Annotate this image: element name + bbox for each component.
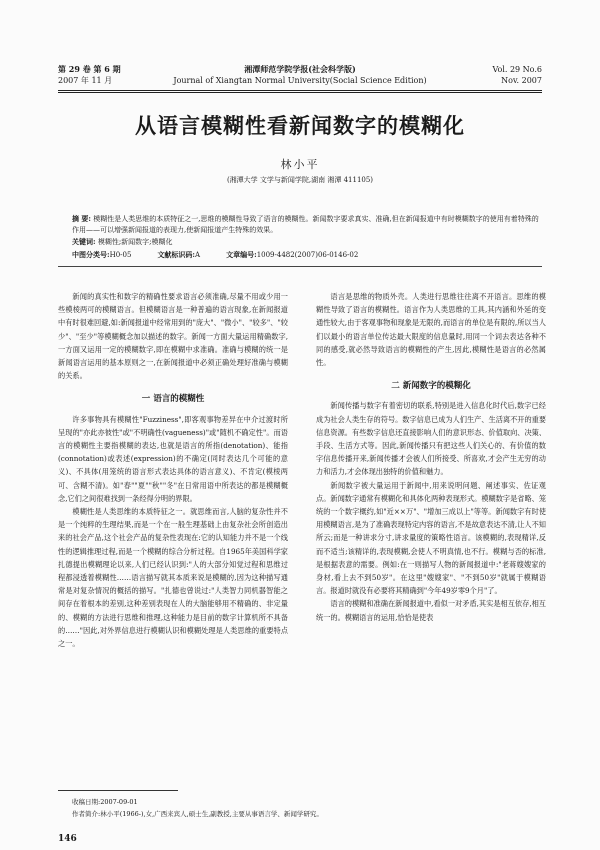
abstract-block — [72, 213, 544, 261]
section-heading-2: 二 新闻数字的模糊化 — [391, 381, 471, 392]
article-id-label: 文章编号: — [226, 250, 257, 259]
body-paragraph: 新闻数字被大量运用于新闻中,用来说明问题、阐述事实、佐证观点。新闻数字通常有模糊化和具体化两种表现形式。模糊数字是省略、笼统的一个数字概约,如"近××万"、"增加三成以上"等等。新闻数字有时使用模糊语言,是为了准确表现特定内容的语言,不是故意表达不清,让人不知所云;而是一种讲求分寸,讲求量度的策略性语言。该模糊的,表现精详,反而不适当;该精详的,表现模糊,会使人不明真情,也不行。模糊与否的标准,是根据表意的需要。例如:在一则描写人物的新闻报道中:"老蒋嫂嫂家的身材,看上去不到50岁"。在这里"嫂嫂家"、"不到50岁"就属于模糊语言。报道时就没有必要将其精确到"今年49岁零9个月"了。 — [316, 480, 547, 596]
section-heading-1: 一 语言的模糊性 — [141, 394, 205, 405]
body-paragraph: 模糊性是人类思维的本质特征之一。就思维而言,人脑的复杂性并不是一个纯粹的生理结果,而是一个在一般生理基础上由复杂社会所创造出来的社会产品,这个社会产品的复杂性表现在:它的认知能力并不是一个线性的逻辑推理过程,而是一个模糊的综合分析过程。自1965年美国科学家扎德提出模糊理论以来,人们已经认识到:"人的大部分知觉过程和思维过程都浸透着模糊性……语言描写就其本质来说是模糊的,因为这种描写通常是对复杂情况的概括的描写。"扎德也曾说过:"人类智力同机器智能之间存在着根本的差别,这种差别表现在人的大脑能够用不精确的、非定量的、模糊的方法进行思维和推理,这种能力是目前的数字计算机所不具备的……"因此,对外界信息进行模糊认识和模糊处理是人类思维的重要特点之一。 — [58, 507, 288, 649]
footnote-author-bio: 作者简介:林小平(1966-),女,广西来宾人,硕士生,副教授,主要从事语言学、新闻学研究。 — [72, 810, 323, 818]
right-column — [316, 290, 546, 624]
body-paragraph: 语言是思维的物质外壳。人类进行思维往往离不开语言。思维的模糊性导致了语言的模糊性。语言作为人类思维的工具,其内涵和外延的变通性较大,由于客观事物和现象是无限的,而语言的单位是有限的,所以当人们以最小的语言单位传达最大限度的信息量时,用同一个词去表达各种不同的感受,就必然导致语言的模糊性的产生,因此,模糊性是语言的必然属性。 — [316, 292, 546, 368]
header-volume-en-block — [492, 64, 542, 86]
article-id-value: 1009-4482(2007)06-0146-02 — [256, 251, 359, 259]
header-rule — [58, 90, 542, 91]
article-affiliation: (湘潭大学 文学与新闻学院,湖南 湘潭 411105) — [226, 176, 374, 184]
classification-line — [72, 249, 544, 261]
footnotes — [72, 796, 323, 820]
clc-label: 中图分类号: — [72, 250, 110, 259]
article-author: 林小平 — [280, 158, 320, 171]
clc-value: H0-05 — [109, 251, 132, 259]
header-date: 2007 年 11 月 — [58, 76, 113, 85]
abstract-label: 摘 要: — [72, 214, 92, 223]
footnote-rule — [58, 790, 178, 791]
abstract-text: 模糊性是人类思维的本质特征之一,思维的模糊性导致了语言的模糊性。新闻数字要求真实、准确,但在新闻报道中有时模糊数字的使用有着特殊的作用——可以增强新闻报道的表现力,使新闻报道产生特殊的效果。 — [72, 215, 539, 234]
header-journal-en: Journal of Xiangtan Normal University(Social Science Edition) — [173, 76, 427, 85]
keywords-label: 关键词: — [72, 237, 96, 246]
doc-code-label: 文献标识码: — [157, 250, 196, 259]
body-paragraph: 语言的模糊和准确在新闻报道中,看似一对矛盾,其实是相互依存,相互统一的。模糊语言的运用,恰恰是使表 — [316, 599, 546, 622]
header-date-en: Nov. 2007 — [501, 76, 542, 85]
page-number: 146 — [58, 834, 77, 844]
intro-paragraph: 新闻的真实性和数字的精确性要求语言必须准确,尽量不用或少用一些模棱两可的模糊语言。但模糊语言是一种普遍的语言现象,在新闻报道中有时很难回避,如:新闻报道中经常用到的"庞大"、"微小"、"较多"、"较少"、"至少"等模糊概念加以描述的数字。新闻一方面大量运用精确数字,一方面又运用一定的模糊数字,即在模糊中求准确。准确与模糊的统一是新闻语言运用的基本原则之一,在新闻报道中必须正确处理好准确与模糊的关系。 — [58, 292, 288, 381]
left-column — [58, 290, 288, 650]
header-journal-cn: 湘潭师范学院学报(社会科学版) — [244, 64, 356, 74]
article-title: 从语言模糊性看新闻数字的模糊化 — [135, 114, 465, 138]
keywords: 模糊性;新闻数字;模糊化 — [97, 238, 173, 246]
abstract-rule — [58, 266, 542, 267]
header-volume-en: Vol. 29 No.6 — [492, 65, 542, 74]
doc-code-value: A — [195, 251, 201, 259]
body-paragraph: 新闻传播与数字有着密切的联系,特别是进入信息化时代后,数字已经成为社会人类生存的符号。数字信息已成为人们生产、生活离不开的重要信息资源。有些数字信息还直接影响人们的意识形态、价值取向、决策、手段、生活方式等。因此,新闻传播只有把这些人们关心的、有价值的数字信息传播开来,新闻传播才会被人们所接受、所喜欢,才会产生无穷的动力和活力,才会体现出独特的价值和魅力。 — [316, 401, 547, 477]
header-volume: 第 29 卷 第 6 期 — [58, 64, 121, 74]
body-paragraph: 许多事物具有模糊性"Fuzziness",即客观事物差异在中介过渡时所呈现的"亦此亦彼性"或"不明确性(vagueness)"或"随机不确定性"。而语言的模糊性主要指模糊的表达,也就是语言的所指(denotation)、能指(connotation)或表述(expression)的不确定(同时表达几个可能的意义)、不具体(用笼统的语言形式表达具体的语言意义)、不肯定(模棱两可、含糊不清)。如"春""夏""秋""冬"在日常用语中所表达的都是模糊概念,它们之间很难找到一条经得分明的界限。 — [58, 414, 288, 503]
footnote-received: 收稿日期:2007-09-01 — [72, 798, 138, 806]
header-rule-thin — [58, 92, 542, 93]
